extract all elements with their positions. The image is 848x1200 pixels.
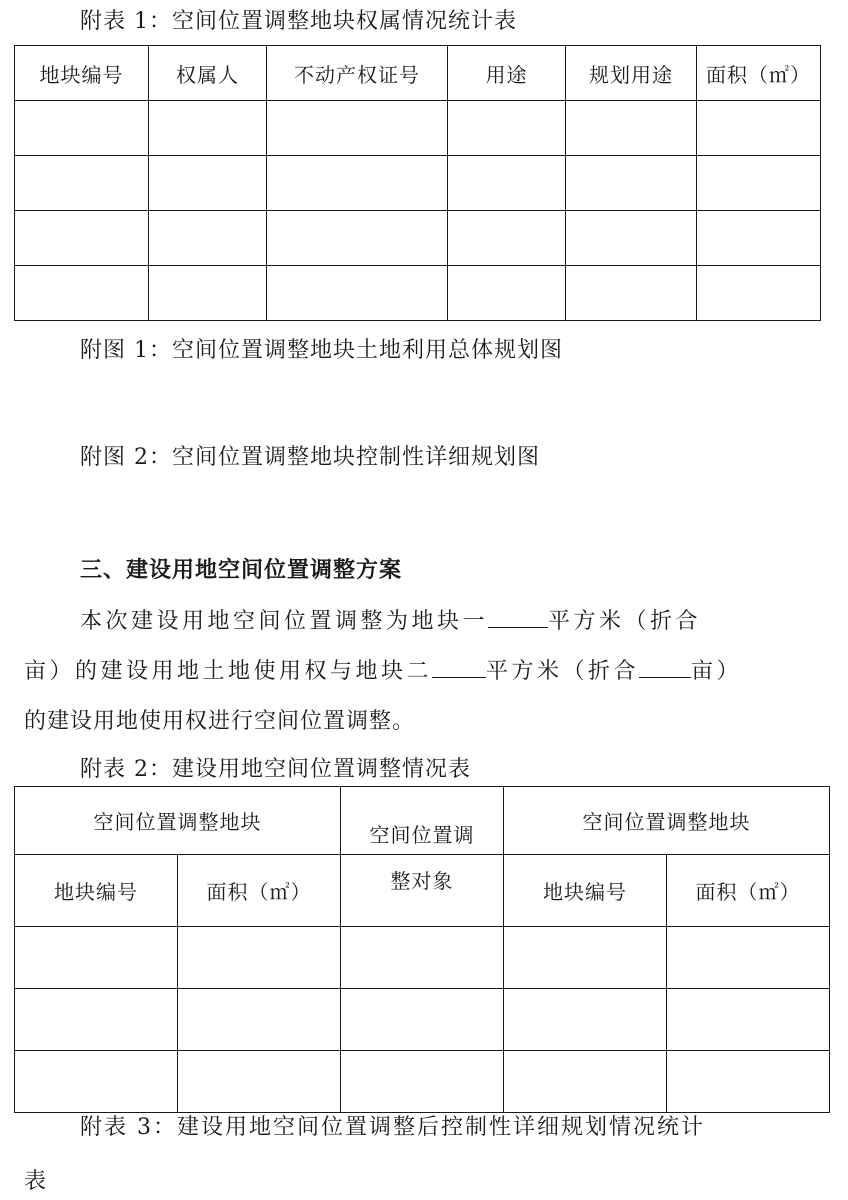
table-cell xyxy=(667,927,830,989)
table-cell xyxy=(566,101,697,156)
table-cell xyxy=(448,211,566,266)
fill-blank xyxy=(432,659,486,678)
table-cell xyxy=(504,1051,667,1113)
section-heading: 三、建设用地空间位置调整方案 xyxy=(80,558,403,583)
table-cell xyxy=(667,989,830,1051)
table-cell xyxy=(15,989,178,1051)
middle-header-top: 空间位置调 xyxy=(341,787,504,855)
figure1-caption: 附图 1：空间位置调整地块土地利用总体规划图 xyxy=(80,338,563,363)
table-cell xyxy=(341,927,504,989)
table2-caption: 附表 2：建设用地空间位置调整情况表 xyxy=(80,757,471,782)
table-cell xyxy=(504,927,667,989)
table-cell xyxy=(566,266,697,321)
table-cell xyxy=(504,989,667,1051)
table1-caption: 附表 1：空间位置调整地块权属情况统计表 xyxy=(80,9,517,34)
table-row xyxy=(15,156,821,211)
table-cell xyxy=(15,101,149,156)
table-cell xyxy=(267,266,448,321)
col-header-use: 用途 xyxy=(448,46,566,101)
middle-header-bottom: 整对象 xyxy=(341,855,504,927)
paragraph-text: 亩） xyxy=(691,659,743,684)
table-cell xyxy=(15,927,178,989)
table-cell xyxy=(566,211,697,266)
table-cell xyxy=(267,101,448,156)
table-cell xyxy=(149,156,267,211)
table-cell xyxy=(341,989,504,1051)
table-header-row xyxy=(15,46,821,101)
fill-blank xyxy=(639,659,691,678)
table-cell xyxy=(448,101,566,156)
table-cell xyxy=(697,101,821,156)
table-cell xyxy=(15,1051,178,1113)
table-row xyxy=(15,266,821,321)
group-header-left: 空间位置调整地块 xyxy=(15,787,341,855)
col-header-plot-number: 地块编号 xyxy=(504,855,667,927)
table-row xyxy=(15,101,821,156)
table-row xyxy=(15,989,830,1051)
table-cell xyxy=(15,156,149,211)
group-header-right: 空间位置调整地块 xyxy=(504,787,830,855)
table-cell xyxy=(149,101,267,156)
table-header-row xyxy=(15,787,830,855)
table-cell xyxy=(149,266,267,321)
table3-caption: 附表 3：建设用地空间位置调整后控制性详细规划情况统计 xyxy=(80,1115,705,1140)
table-cell xyxy=(267,156,448,211)
table-cell xyxy=(267,211,448,266)
table-cell xyxy=(667,1051,830,1113)
table-row xyxy=(15,1051,830,1113)
paragraph-text: 平方米（折合 xyxy=(548,609,702,634)
table-cell xyxy=(178,1051,341,1113)
col-header-planned-use: 规划用途 xyxy=(566,46,697,101)
table-subheader-row xyxy=(15,855,830,927)
paragraph-text: 平方米（折合 xyxy=(486,659,640,684)
ownership-table xyxy=(14,45,821,321)
table-cell xyxy=(15,266,149,321)
paragraph-line xyxy=(80,604,701,635)
table-cell xyxy=(178,989,341,1051)
col-header-area: 面积（㎡） xyxy=(178,855,341,927)
table-cell xyxy=(697,156,821,211)
table-cell xyxy=(566,156,697,211)
table-row xyxy=(15,927,830,989)
col-header-plot-number: 地块编号 xyxy=(15,855,178,927)
table-row xyxy=(15,211,821,266)
paragraph-line: 的建设用地使用权进行空间位置调整。 xyxy=(24,709,416,734)
paragraph-text: 本次建设用地空间位置调整为地块一 xyxy=(80,609,489,634)
table-cell xyxy=(448,156,566,211)
table-cell xyxy=(697,211,821,266)
col-header-area: 面积（㎡） xyxy=(667,855,830,927)
table-cell xyxy=(15,211,149,266)
table-cell xyxy=(341,1051,504,1113)
adjustment-table xyxy=(14,786,830,1113)
fill-blank xyxy=(488,609,548,628)
paragraph-text: 亩）的建设用地土地使用权与地块二 xyxy=(24,659,433,684)
col-header-plot-number: 地块编号 xyxy=(15,46,149,101)
table-cell xyxy=(697,266,821,321)
table-cell xyxy=(178,927,341,989)
table-cell xyxy=(149,211,267,266)
col-header-area: 面积（㎡） xyxy=(697,46,821,101)
figure2-caption: 附图 2：空间位置调整地块控制性详细规划图 xyxy=(80,445,540,470)
table-cell xyxy=(448,266,566,321)
paragraph-line xyxy=(24,654,742,685)
col-header-owner: 权属人 xyxy=(149,46,267,101)
col-header-certificate-number: 不动产权证号 xyxy=(267,46,448,101)
table3-caption-continued: 表 xyxy=(24,1169,48,1194)
